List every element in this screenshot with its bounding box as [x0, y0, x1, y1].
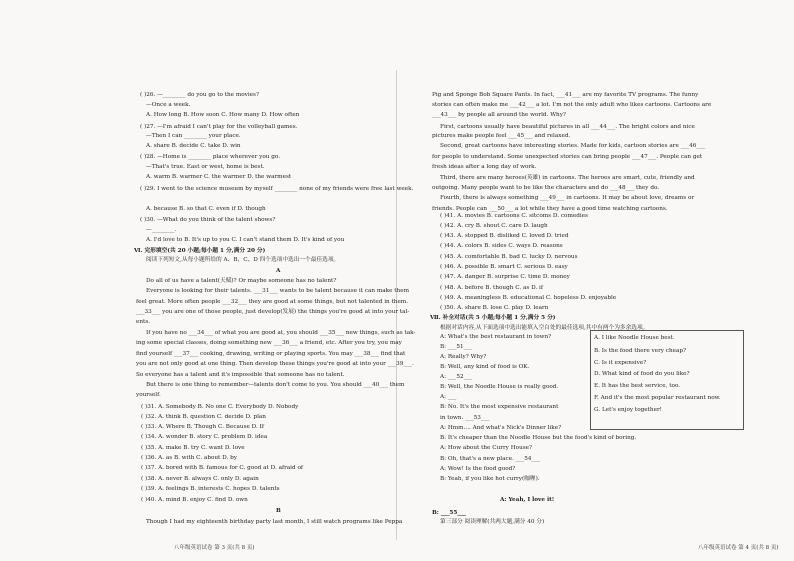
- left-line: —That's true. East or west, home is best.: [146, 164, 265, 170]
- right-line: ( )45. A. comfortable B. bad C. lucky D. nervous: [440, 254, 578, 260]
- footer-right: 八年级英语试卷 第 4 页(共 8 页): [698, 545, 779, 551]
- right-line: B: Yeah, if you like hot curry(咖喱).: [440, 476, 540, 482]
- left-line: So everyone has a talent and it's impossible that someone has no talent.: [136, 372, 345, 378]
- right-line: B: It's cheaper than the Noodle House but the food's kind of boring.: [440, 435, 637, 441]
- left-line: —Then I can ________ your place.: [146, 133, 241, 139]
- right-line: ( )49. A. meaningless B. educational C. hopeless D. enjoyable: [440, 295, 617, 301]
- left-line: If you have no ___34___ of what you are good at, you should ___35___ new things, such as tak-: [146, 330, 416, 336]
- left-line: A. because B. so that C. even if D. though: [146, 206, 266, 212]
- right-line: 根据对话内容,从下面选项中选出能填入空白处的最佳选项,其中有两个为多余选项。: [440, 325, 649, 331]
- right-line: ( )50. A. share B. lose C. play D. learn: [440, 305, 549, 311]
- right-line: stories can often make me ___42___ a lot. I'm not the only adult who likes cartoons. Cartoons are: [432, 102, 712, 108]
- left-line: ( )36. A. as B. with C. about D. by: [141, 455, 237, 461]
- footer-left: 八年级英语试卷 第 3 页(共 8 页): [174, 545, 255, 551]
- right-line: A: What's the best restaurant in town?: [440, 334, 552, 340]
- right-line: A: Really? Why?: [440, 354, 487, 360]
- left-line: —________.: [146, 227, 177, 233]
- right-line: B: Oh, that's a new place. ___54___: [440, 456, 540, 462]
- dialog-option: A. I like Noodle House best.: [594, 335, 675, 341]
- dialog-option: D. What kind of food do you like?: [594, 371, 690, 377]
- right-line: B: Well, the Noodle House is really good.: [440, 384, 559, 390]
- dialog-option: F. And it's the most popular restaurant now.: [594, 395, 721, 401]
- right-line: ( )42. A. cry B. shout C. care D. laugh: [440, 223, 548, 229]
- left-line: ( )29. I went to the science museum by myself ________ none of my friends were free last week.: [140, 186, 414, 192]
- dialog-option: G. Let's enjoy together!: [594, 407, 662, 413]
- right-line: Third, there are many heroes(英雄) in cartoons. The heroes are smart, cute, friendly and: [440, 175, 695, 181]
- left-line: ( )33. A. Where B. Though C. Because D. If: [141, 424, 265, 430]
- right-line: B: ___51___: [440, 344, 473, 350]
- left-line: ( )28. —Home is ________ place wherever you go.: [140, 154, 281, 160]
- left-line: ( )35. A. make B. try C. want D. love: [141, 445, 245, 451]
- right-line: B: Well, any kind of food is OK.: [440, 364, 530, 370]
- left-line: ( )27. —I'm afraid I can't play for the volleyball games.: [140, 124, 298, 130]
- left-line: ( )26. —________ do you go to the movies?: [140, 92, 260, 98]
- left-line: A: [276, 268, 281, 274]
- left-line: But there is one thing to remember—talents don't come to you. You should ___40___ them: [146, 382, 405, 388]
- left-line: A. warm B. warmer C. the warmer D. the warmest: [146, 174, 292, 180]
- right-line: for people to understand. Some unexpected stories can bring people ___47___. People can get: [432, 154, 703, 160]
- right-line: 第三部分 阅读理解(共两大题,满分 40 分): [440, 519, 545, 525]
- dialog-options-box: [590, 330, 744, 430]
- left-line: you are not only good at one thing. Then develop these things you're good at into your ___39___.: [136, 361, 414, 367]
- right-line: Second, great cartoons have interesting stories. Made for kids, cartoon stories are ___46___: [440, 143, 705, 149]
- right-line: Ⅶ. 补全对话(共 5 小题;每小题 1 分,满分 5 分): [430, 315, 556, 321]
- right-line: Fourth, there is always something ___49___ in cartoons. It may be about love, dreams or: [440, 195, 695, 201]
- left-line: ( )32. A. think B. question C. decide D. plan: [141, 414, 266, 420]
- left-line: Ⅵ. 完形填空(共 20 小题;每小题 1 分,满分 20 分): [134, 248, 266, 254]
- left-line: ( )38. A. never B. always C. only D. again: [141, 476, 259, 482]
- right-line: A: Hmm.... And what's Nick's Dinner like?: [440, 425, 562, 431]
- right-line: ( )46. A. possible B. smart C. serious D. easy: [440, 264, 568, 270]
- right-line: A: How about the Curry House?: [440, 445, 533, 451]
- left-line: feel great. More often people ___32___ they are good at some things, but not talented in them.: [136, 299, 409, 305]
- left-line: ( )39. A. feelings B. interests C. hopes D. talents: [141, 486, 280, 492]
- right-line: A: Wow! Is the food good?: [440, 466, 516, 472]
- left-line: Though I had my eighteenth birthday party last month, I still watch programs like Peppa: [146, 519, 403, 525]
- right-line: Pig and Sponge Bob Square Pants. In fact, ___41___ are my favorite TV programs. The funny: [432, 92, 699, 98]
- left-line: ( )40. A. mind B. enjoy C. find D. own: [141, 497, 248, 503]
- right-line: fresh ideas after a long day of work.: [432, 164, 537, 170]
- right-line: A: ___52___: [440, 374, 473, 380]
- dialog-option: E. It has the best service, too.: [594, 383, 681, 389]
- right-line: First, cartoons usually have beautiful pictures in all ___44___. The bright colors and nice: [440, 124, 695, 130]
- left-line: B: [276, 508, 281, 514]
- left-line: ( )34. A. wonder B. story C. problem D. idea: [141, 434, 268, 440]
- right-line: A: ___: [440, 394, 457, 400]
- left-line: ( )31. A. Somebody B. No one C. Everybody D. Nobody: [141, 404, 299, 410]
- right-line: ( )47. A. danger B. surprise C. time D. money: [440, 274, 570, 280]
- right-line: pictures make people feel ___45___ and relaxed.: [432, 133, 571, 139]
- dialog-option: B. Is the food there very cheap?: [594, 348, 687, 354]
- left-line: A. How long B. How soon C. How many D. How often: [146, 112, 300, 118]
- left-line: ents.: [136, 319, 151, 325]
- left-line: ___33___ you are one of those people, just develop(发展) the things you're good at into your tal-: [136, 309, 410, 315]
- right-line: outgoing. Many people want to be like the characters and do ___48___ they do.: [432, 185, 660, 191]
- left-line: yourself.: [136, 392, 161, 398]
- right-line: B: No. It's the most expensive restaurant: [440, 404, 559, 410]
- left-line: find yourself ___37___ cooking, drawing, writing or playing sports. You may ___38___ find that: [136, 351, 406, 357]
- left-line: Everyone is looking for their talents. ___31___ wants to be talent because it can make them: [146, 288, 409, 294]
- left-line: A. share B. decide C. take D. win: [146, 143, 241, 149]
- right-line: friends. People can ___50___ a lot while they have a good time watching cartoons.: [432, 206, 668, 212]
- left-line: ing some special classes, doing something new ___36___ a friend, etc. After you try, you may: [136, 340, 402, 346]
- right-line: ___43___ by people all around the world. Why?: [432, 112, 566, 118]
- right-line: ( )41. A. movies B. cartoons C. sitcoms D. comedies: [440, 213, 588, 219]
- left-line: Do all of us have a talent(天赋)? Or maybe someone has no talent?: [146, 278, 337, 284]
- right-line: B: ___55___: [432, 510, 466, 516]
- right-line: A: Yeah, I love it!: [500, 497, 555, 503]
- right-line: in town. ___53___: [440, 415, 490, 421]
- left-line: ( )37. A. bored with B. famous for C. good at D. afraid of: [141, 465, 303, 471]
- right-line: ( )48. A. before B. though C. as D. if: [440, 285, 543, 291]
- left-line: —Once a week.: [146, 102, 191, 108]
- right-line: ( )44. A. colors B. sides C. ways D. reasons: [440, 243, 563, 249]
- left-line: 阅读下列短文,从每小题所给的 A、B、C、D 四个选项中选出一个最佳选项。: [146, 257, 340, 263]
- left-line: ( )30. —What do you think of the talent shows?: [140, 217, 276, 223]
- right-line: ( )43. A. stopped B. disliked C. loved D. tried: [440, 233, 569, 239]
- dialog-option: C. Is it expensive?: [594, 360, 647, 366]
- left-line: A. I'd love to B. It's up to you C. I can't stand them D. It's kind of you: [146, 237, 345, 243]
